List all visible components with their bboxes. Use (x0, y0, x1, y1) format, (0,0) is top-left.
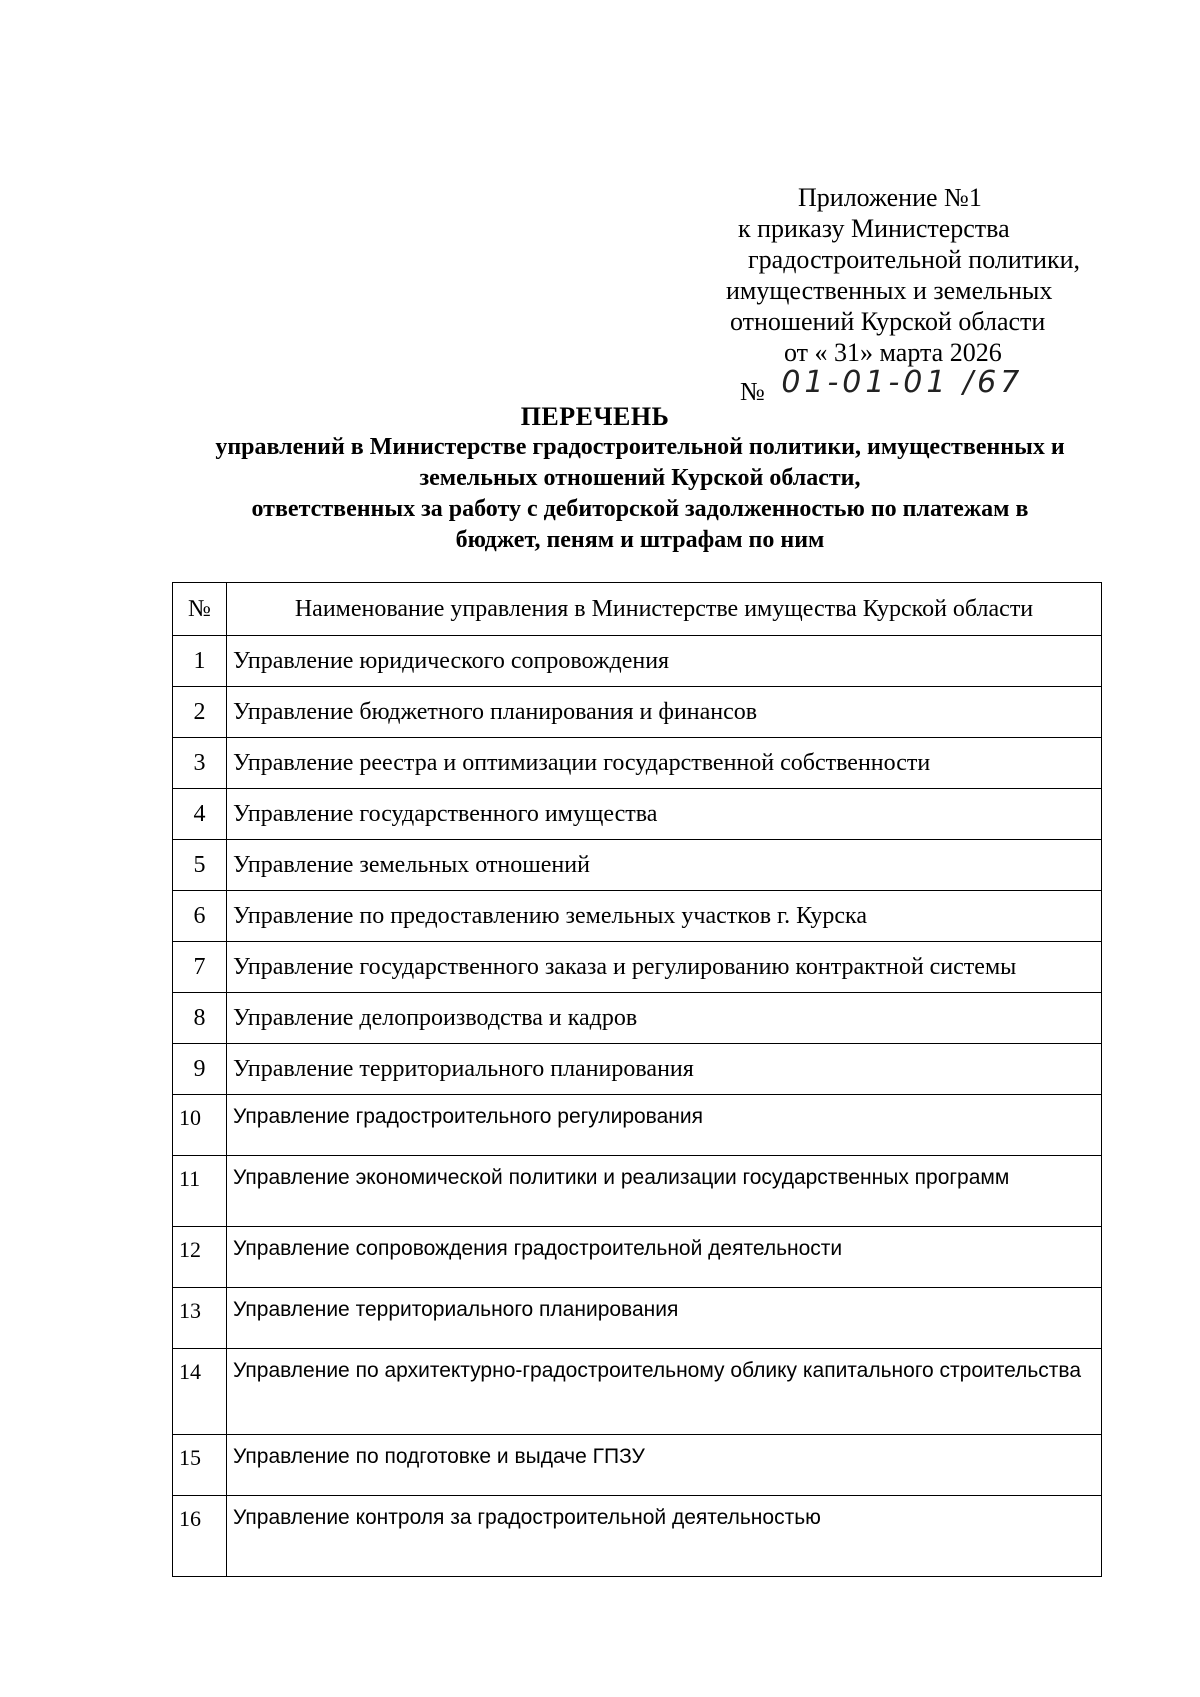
header-number: № (173, 583, 227, 636)
row-number: 7 (173, 942, 227, 993)
table-row (173, 636, 1102, 687)
table-row (173, 789, 1102, 840)
row-name: Управление земельных отношений (227, 840, 1102, 891)
title-sub-line-3: ответственных за работу с дебиторской задолженностью по платежам в (251, 496, 1029, 522)
row-name: Управление государственного заказа и регулированию контрактной системы (227, 942, 1102, 993)
table-row (173, 1095, 1102, 1156)
row-number: 16 (173, 1496, 227, 1577)
row-number: 14 (173, 1349, 227, 1435)
row-number: 13 (173, 1288, 227, 1349)
row-name: Управление по архитектурно-градостроительному облику капитального строительства (227, 1349, 1102, 1435)
annex-line-4: имущественных и земельных (726, 276, 1053, 305)
departments-table (172, 582, 1102, 1577)
row-name: Управление по предоставлению земельных участков г. Курска (227, 891, 1102, 942)
annex-line-1: Приложение №1 (798, 183, 982, 212)
title-sub-line-1: управлений в Министерстве градостроительной политики, имущественных и (215, 434, 1065, 460)
order-number-handwritten: 01-01-01 /67 (781, 365, 1024, 400)
row-number: 12 (173, 1227, 227, 1288)
row-name: Управление сопровождения градостроительной деятельности (227, 1227, 1102, 1288)
row-name: Управление государственного имущества (227, 789, 1102, 840)
order-number-label: № (740, 377, 765, 406)
table-row (173, 738, 1102, 789)
row-number: 3 (173, 738, 227, 789)
table-row (173, 1156, 1102, 1227)
row-name: Управление реестра и оптимизации государственной собственности (227, 738, 1102, 789)
row-name: Управление градостроительного регулирования (227, 1095, 1102, 1156)
row-name: Управление контроля за градостроительной деятельностью (227, 1496, 1102, 1577)
table-row (173, 1496, 1102, 1577)
row-number: 15 (173, 1435, 227, 1496)
table-row (173, 1227, 1102, 1288)
annex-line-5: отношений Курской области (730, 307, 1046, 336)
table-row (173, 687, 1102, 738)
row-name: Управление территориального планирования (227, 1044, 1102, 1095)
row-name: Управление по подготовке и выдаче ГПЗУ (227, 1435, 1102, 1496)
table-row (173, 1288, 1102, 1349)
row-name: Управление делопроизводства и кадров (227, 993, 1102, 1044)
row-name: Управление юридического сопровождения (227, 636, 1102, 687)
document-title (150, 402, 1130, 556)
title-sub-line-2: земельных отношений Курской области, (419, 465, 861, 491)
table-row (173, 942, 1102, 993)
row-name: Управление территориального планирования (227, 1288, 1102, 1349)
title-sub-line-4: бюджет, пеням и штрафам по ним (455, 527, 825, 553)
row-number: 2 (173, 687, 227, 738)
row-name: Управление бюджетного планирования и финансов (227, 687, 1102, 738)
row-number: 9 (173, 1044, 227, 1095)
row-number: 4 (173, 789, 227, 840)
row-number: 5 (173, 840, 227, 891)
row-number: 10 (173, 1095, 227, 1156)
table-row (173, 840, 1102, 891)
table-row (173, 891, 1102, 942)
annex-date: от « 31» марта 2026 (784, 338, 1002, 367)
annex-line-3: градостроительной политики, (748, 245, 1081, 274)
table-row (173, 1044, 1102, 1095)
table-row (173, 1435, 1102, 1496)
table-header-row (173, 583, 1102, 636)
row-number: 8 (173, 993, 227, 1044)
title-main: ПЕРЕЧЕНЬ (520, 402, 670, 431)
header-name: Наименование управления в Министерстве имущества Курской области (227, 583, 1102, 636)
annex-line-2: к приказу Министерства (738, 214, 1010, 243)
row-name: Управление экономической политики и реализации государственных программ (227, 1156, 1102, 1227)
table-row (173, 993, 1102, 1044)
row-number: 11 (173, 1156, 227, 1227)
row-number: 6 (173, 891, 227, 942)
row-number: 1 (173, 636, 227, 687)
table-row (173, 1349, 1102, 1435)
